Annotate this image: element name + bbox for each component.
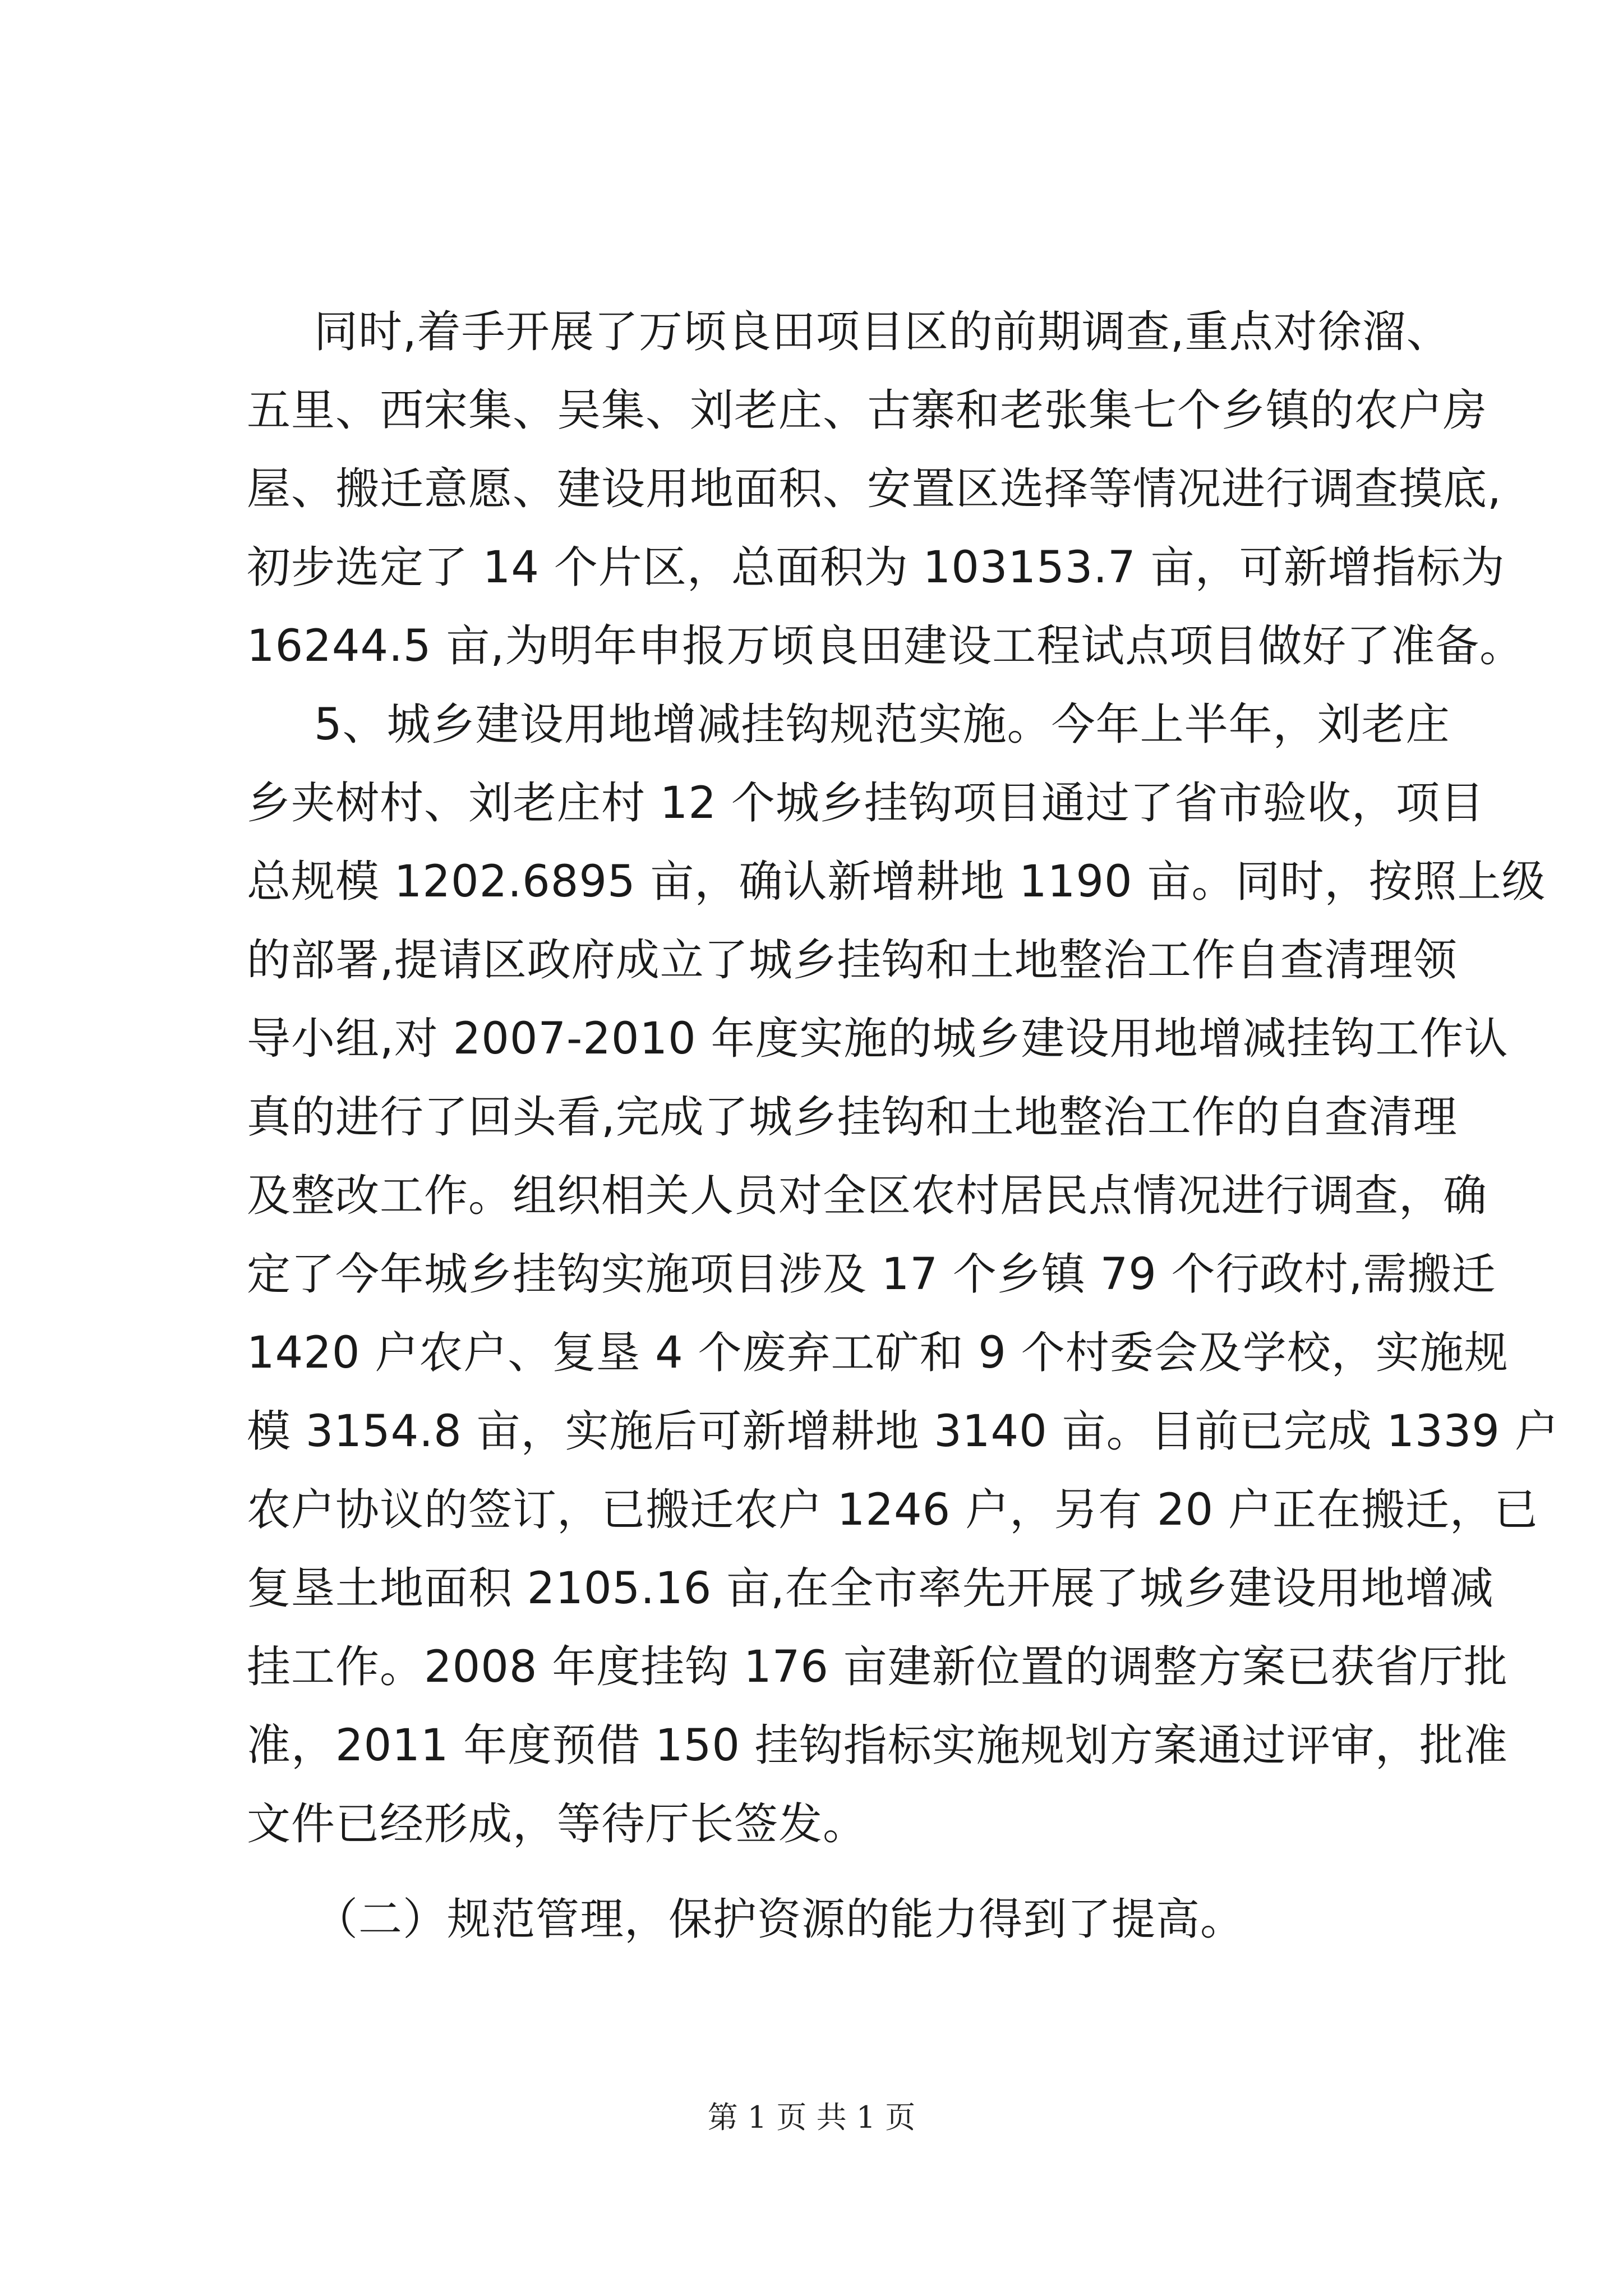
text-line: 复垦土地面积 2105.16 亩,在全市率先开展了城乡建设用地增减: [247, 1563, 1494, 1614]
text-line: 初步选定了 14 个片区，总面积为 103153.7 亩，可新增指标为: [247, 542, 1505, 593]
page-footer: 第 1 页 共 1 页: [707, 2100, 916, 2135]
text-line: 5、城乡建设用地增减挂钩规范实施。今年上半年，刘老庄: [314, 700, 1450, 750]
text-line: 五里、西宋集、吴集、刘老庄、古寨和老张集七个乡镇的农户房: [247, 385, 1488, 436]
text-line: 农户协议的签订，已搬迁农户 1246 户，另有 20 户正在搬迁，已: [247, 1485, 1538, 1535]
text-line: 的部署,提请区政府成立了城乡挂钩和土地整治工作自查清理领: [247, 935, 1458, 986]
text-line: 挂工作。2008 年度挂钩 176 亩建新位置的调整方案已获省厅批: [247, 1642, 1508, 1692]
text-line: 屋、搬迁意愿、建设用地面积、安置区选择等情况进行调查摸底,: [247, 464, 1502, 514]
text-line: 1420 户农户、复垦 4 个废弃工矿和 9 个村委会及学校，实施规: [247, 1328, 1509, 1378]
text-line: 模 3154.8 亩，实施后可新增耕地 3140 亩。目前已完成 1339 户: [247, 1406, 1559, 1457]
text-line: 导小组,对 2007-2010 年度实施的城乡建设用地增减挂钩工作认: [247, 1014, 1509, 1064]
text-line: 文件已经形成，等待厅长签发。: [247, 1799, 868, 1849]
text-line: 总规模 1202.6895 亩，确认新增耕地 1190 亩。同时，按照上级: [247, 857, 1546, 907]
text-line: 准，2011 年度预借 150 挂钩指标实施规划方案通过评审，批准: [247, 1720, 1508, 1771]
text-line: 同时,着手开展了万顷良田项目区的前期调查,重点对徐溜、: [314, 307, 1451, 357]
text-line: 真的进行了回头看,完成了城乡挂钩和土地整治工作的自查清理: [247, 1092, 1458, 1143]
text-line: 乡夹树村、刘老庄村 12 个城乡挂钩项目通过了省市验收，项目: [247, 778, 1484, 829]
section-heading: （二）规范管理，保护资源的能力得到了提高。: [314, 1894, 1245, 1945]
text-line: 定了今年城乡挂钩实施项目涉及 17 个乡镇 79 个行政村,需搬迁: [247, 1249, 1496, 1300]
text-line: 及整改工作。组织相关人员对全区农村居民点情况进行调查，确: [247, 1171, 1488, 1221]
text-line: 16244.5 亩,为明年申报万顷良田建设工程试点项目做好了准备。: [247, 621, 1524, 671]
